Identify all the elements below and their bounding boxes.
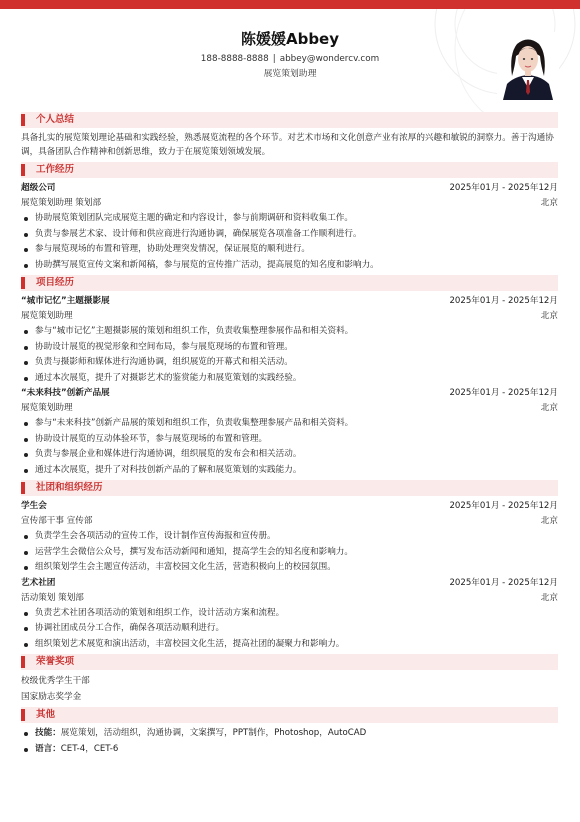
entry-date: 2025年01月 - 2025年12月 — [449, 183, 558, 193]
summary-text: 具备扎实的展览策划理论基础和实践经验，熟悉展览流程的各个环节。对艺术市场和文化创意产业有浓厚的兴趣和敏锐的洞察力。善于沟通协调，具备团队合作精神和创新思维，致力于在展览策划领域发展。 — [21, 133, 554, 157]
list-item: 通过本次展览，提升了对摄影艺术的鉴赏能力和展览策划的实践经验。 — [21, 371, 558, 387]
list-item: 参与“未来科技”创新产品展的策划和组织工作，负责收集整理参展产品和相关资料。 — [21, 416, 558, 432]
entry-location: 北京 — [540, 403, 558, 413]
list-item: 组织策划学生会主题宣传活动，丰富校园文化生活，营造积极向上的校园氛围。 — [21, 560, 558, 576]
entry-role: 展览策划助理 — [21, 311, 73, 321]
club-entry — [21, 499, 558, 576]
candidate-name: 陈媛媛Abbey — [240, 30, 340, 48]
entry-location: 北京 — [540, 516, 558, 526]
list-item: 协助展览策划团队完成展览主题的确定和内容设计，参与前期调研和资料收集工作。 — [21, 211, 558, 227]
list-item: 负责与参展企业和媒体进行沟通协调，组织展览的发布会和相关活动。 — [21, 447, 558, 463]
skills-value: 展览策划，活动组织，沟通协调，文案撰写，PPT制作，Photoshop，AutoCAD — [60, 728, 367, 738]
entry-date: 2025年01月 - 2025年12月 — [449, 501, 558, 511]
award-item: 校级优秀学生干部 — [21, 676, 90, 686]
work-entry — [21, 181, 558, 273]
section-awards-title: 荣誉奖项 — [21, 654, 558, 670]
entry-date: 2025年01月 - 2025年12月 — [449, 388, 558, 398]
list-item: 协助设计展览的视觉形象和空间布局，参与展览现场的布置和管理。 — [21, 340, 558, 356]
entry-org: 超级公司 — [21, 183, 56, 193]
project-entry — [21, 386, 558, 478]
profile-photo — [497, 32, 559, 100]
entry-date: 2025年01月 - 2025年12月 — [449, 577, 558, 588]
list-item: 负责与参展艺术家、设计师和供应商进行沟通协调，确保展览各项准备工作顺利进行。 — [21, 227, 558, 243]
entry-location: 北京 — [540, 311, 558, 321]
language-item — [21, 742, 558, 758]
list-item: 协助设计展览的互动体验环节，参与展览现场的布置和管理。 — [21, 432, 558, 448]
contact-line — [0, 54, 580, 65]
entry-org: “城市记忆”主题摄影展 — [21, 296, 110, 306]
list-item: 负责与摄影师和媒体进行沟通协调，组织展览的开幕式和相关活动。 — [21, 355, 558, 371]
phone-number: 188-8888-8888 — [200, 54, 269, 64]
project-entry — [21, 294, 558, 386]
skills-item — [21, 726, 558, 742]
club-entry — [21, 576, 558, 653]
entry-org: 学生会 — [21, 501, 47, 511]
resume-header — [0, 0, 580, 110]
skills-label: 技能： — [35, 728, 61, 738]
section-work-title: 工作经历 — [21, 162, 558, 178]
award-item: 国家励志奖学金 — [21, 692, 82, 702]
entry-location: 北京 — [540, 198, 558, 208]
entry-role: 展览策划助理 — [21, 403, 73, 413]
entry-role: 宣传部干事 宣传部 — [21, 516, 93, 526]
list-item: 协调社团成员分工合作，确保各项活动顺利进行。 — [21, 621, 558, 637]
section-clubs-title: 社团和组织经历 — [21, 480, 558, 496]
list-item: 通过本次展览，提升了对科技创新产品的了解和展览策划的实践能力。 — [21, 463, 558, 479]
list-item: 参与“城市记忆”主题摄影展的策划和组织工作，负责收集整理参展作品和相关资料。 — [21, 324, 558, 340]
language-label: 语言： — [35, 743, 61, 754]
entry-role: 活动策划 策划部 — [21, 592, 84, 603]
list-item: 协助撰写展览宣传文案和新闻稿，参与展览的宣传推广活动，提高展览的知名度和影响力。 — [21, 258, 558, 274]
email-address: abbey@wondercv.com — [279, 54, 380, 64]
list-item: 运营学生会微信公众号，撰写发布活动新闻和通知，提高学生会的知名度和影响力。 — [21, 545, 558, 561]
section-projects-title: 项目经历 — [21, 275, 558, 291]
language-value: CET-4，CET-6 — [60, 743, 119, 754]
entry-location: 北京 — [540, 592, 558, 603]
list-item: 参与展览现场的布置和管理，协助处理突发情况，保证展览的顺利进行。 — [21, 242, 558, 258]
list-item: 组织策划艺术展览和演出活动，丰富校园文化生活，提高社团的凝聚力和影响力。 — [21, 637, 558, 653]
section-summary-title: 个人总结 — [21, 112, 558, 128]
resume-body — [21, 110, 558, 757]
entry-date: 2025年01月 - 2025年12月 — [449, 296, 558, 306]
target-position: 展览策划助理 — [263, 69, 317, 79]
entry-role: 展览策划助理 策划部 — [21, 198, 102, 208]
entry-org: 艺术社团 — [21, 577, 56, 588]
contact-separator: | — [272, 54, 276, 64]
entry-org: “未来科技”创新产品展 — [21, 388, 110, 398]
section-other-title: 其他 — [21, 707, 558, 723]
list-item: 负责学生会各项活动的宣传工作，设计制作宣传海报和宣传册。 — [21, 529, 558, 545]
list-item: 负责艺术社团各项活动的策划和组织工作，设计活动方案和流程。 — [21, 606, 558, 622]
